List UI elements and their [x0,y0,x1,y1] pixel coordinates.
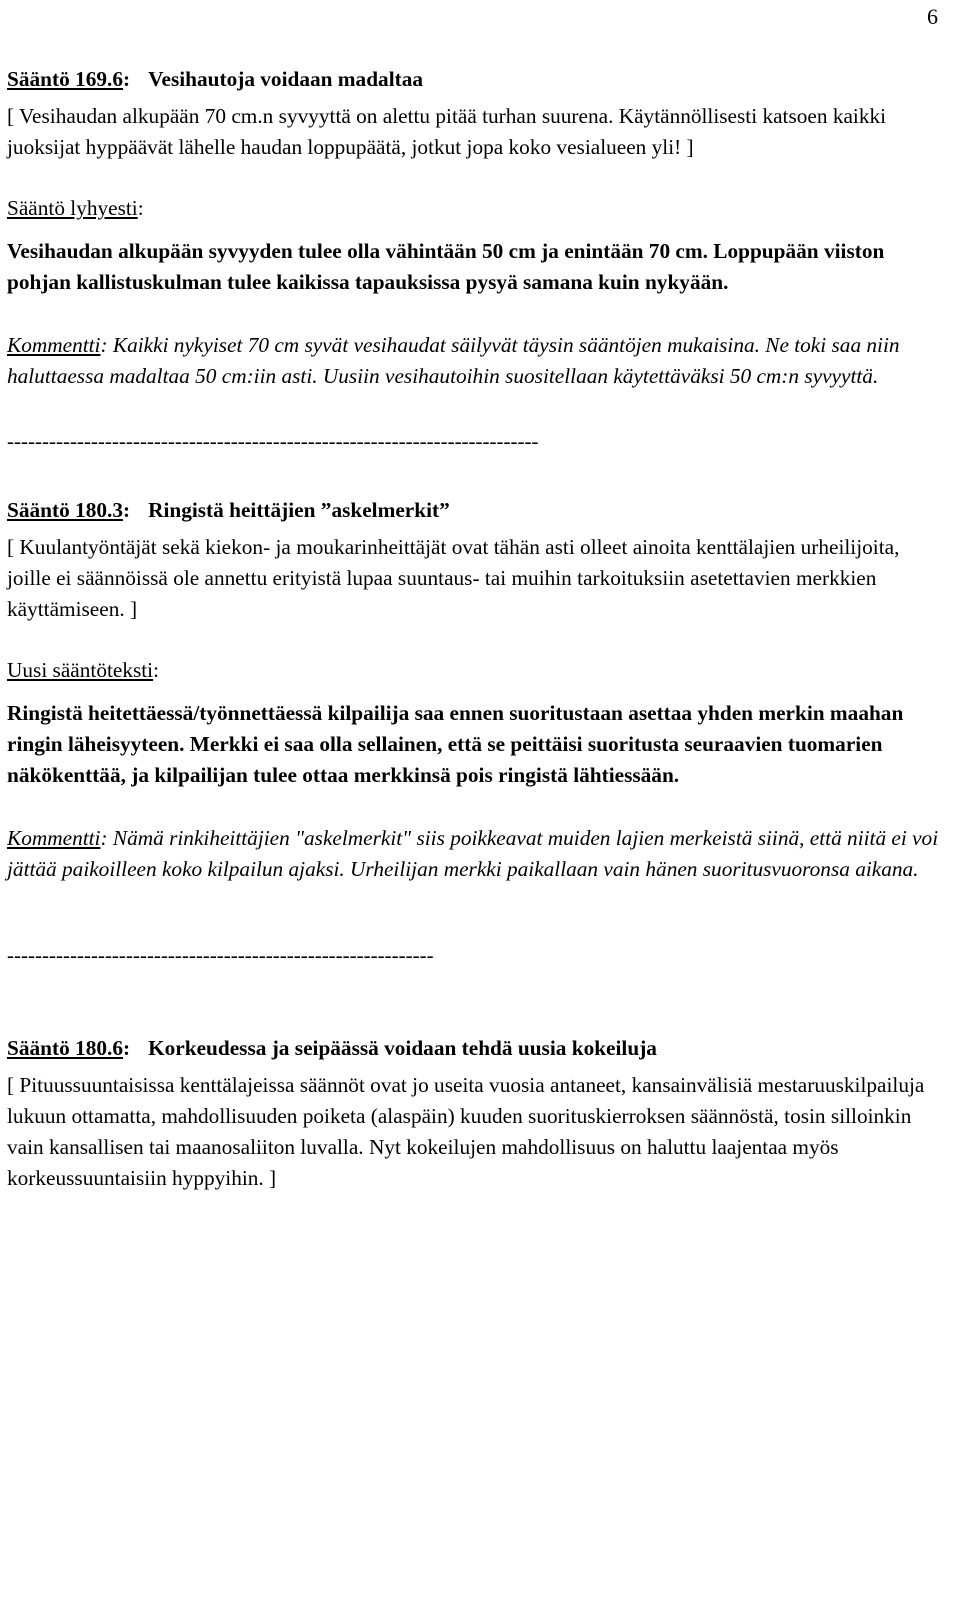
comment-label: Kommentti [7,333,101,357]
body-label-text: Uusi sääntöteksti [7,658,154,682]
rule-rationale: [ Vesihaudan alkupään 70 cm.n syvyyttä on alettu pitää turhan suurena. Käytännöllisesti katsoen kaikki juoksijat hyppäävät lähelle haudan loppupäätä, jotkut jopa koko vesialueen yli! ] [7,104,887,159]
rule-heading [7,1033,942,1064]
rule-heading [7,64,942,95]
rule-body-label [7,655,942,686]
rule-number: Sääntö 169.6 [7,67,123,91]
body-label-colon: : [137,196,144,220]
rule-body-text: Vesihaudan alkupään syvyyden tulee olla vähintään 50 cm ja enintään 70 cm. Loppupään viiston pohjan kallistuskulman tulee kaikissa tapauksissa pysyä samana kuin nykyään. [7,239,885,294]
rule-number: Sääntö 180.6 [7,1036,123,1060]
page-number: 6 [927,4,938,29]
rule-colon: : [122,498,131,522]
body-label-text: Sääntö lyhyesti [7,196,138,220]
rule-title: Ringistä heittäjien ”askelmerkit” [148,498,450,522]
rule-comment [7,823,942,885]
section-separator: ---------------------------------------------------------------------------- [7,429,539,453]
rule-colon: : [122,1036,131,1060]
body-label-colon: : [153,658,160,682]
rule-body-label [7,193,942,224]
rule-title: Vesihautoja voidaan madaltaa [148,67,423,91]
rule-rationale: [ Kuulantyöntäjät sekä kiekon- ja moukarinheittäjät ovat tähän asti olleet ainoita kenttälajien urheilijoita, joille ei säännöissä ole annettu erityistä lupaa suuntaus- tai muihin tarkoituksiin asetettavien merkkien käyttämiseen. ] [7,535,900,621]
comment-label: Kommentti [7,826,101,850]
section-separator: ------------------------------------------------------------- [7,943,434,967]
rule-title: Korkeudessa ja seipäässä voidaan tehdä uusia kokeiluja [148,1036,657,1060]
rule-heading [7,495,942,526]
document-body [7,64,942,1194]
rule-rationale: [ Pituussuuntaisissa kenttälajeissa säännöt ovat jo useita vuosia antaneet, kansainvälisiä mestaruuskilpailuja lukuun ottamatta, mahdollisuuden poiketa (alaspäin) kuuden suorituskierroksen säännöstä, tosin silloinkin vain kansallisen tai maanosaliiton luvalla. Nyt kokeilujen mahdollisuus on haluttu laajentaa myös korkeussuuntaisiin hyppyihin. ] [7,1073,925,1190]
comment-text: Kaikki nykyiset 70 cm syvät vesihaudat säilyvät täysin sääntöjen mukaisina. Ne toki saa niin haluttaessa madaltaa 50 cm:iin asti. Uusiin vesihautoihin suositellaan käytettäväksi 50 cm:n syvyyttä. [7,333,900,388]
comment-colon: : [100,333,108,357]
rule-body-text: Ringistä heitettäessä/työnnettäessä kilpailija saa ennen suoritustaan asettaa yhden merkin maahan ringin läheisyyteen. Merkki ei saa olla sellainen, että se peittäisi suoritusta seuraavien tuomarien näkökenttää, ja kilpailijan tulee ottaa merkkinsä pois ringistä lähtiessään. [7,701,904,787]
rule-colon: : [122,67,131,91]
rule-comment [7,330,942,392]
comment-colon: : [100,826,108,850]
comment-text: Nämä rinkiheittäjien "askelmerkit" siis poikkeavat muiden lajien merkeistä siinä, että niitä ei voi jättää paikoilleen koko kilpailun ajaksi. Urheilijan merkki paikallaan vain hänen suoritusvuoronsa aikana. [7,826,939,881]
rule-number: Sääntö 180.3 [7,498,123,522]
